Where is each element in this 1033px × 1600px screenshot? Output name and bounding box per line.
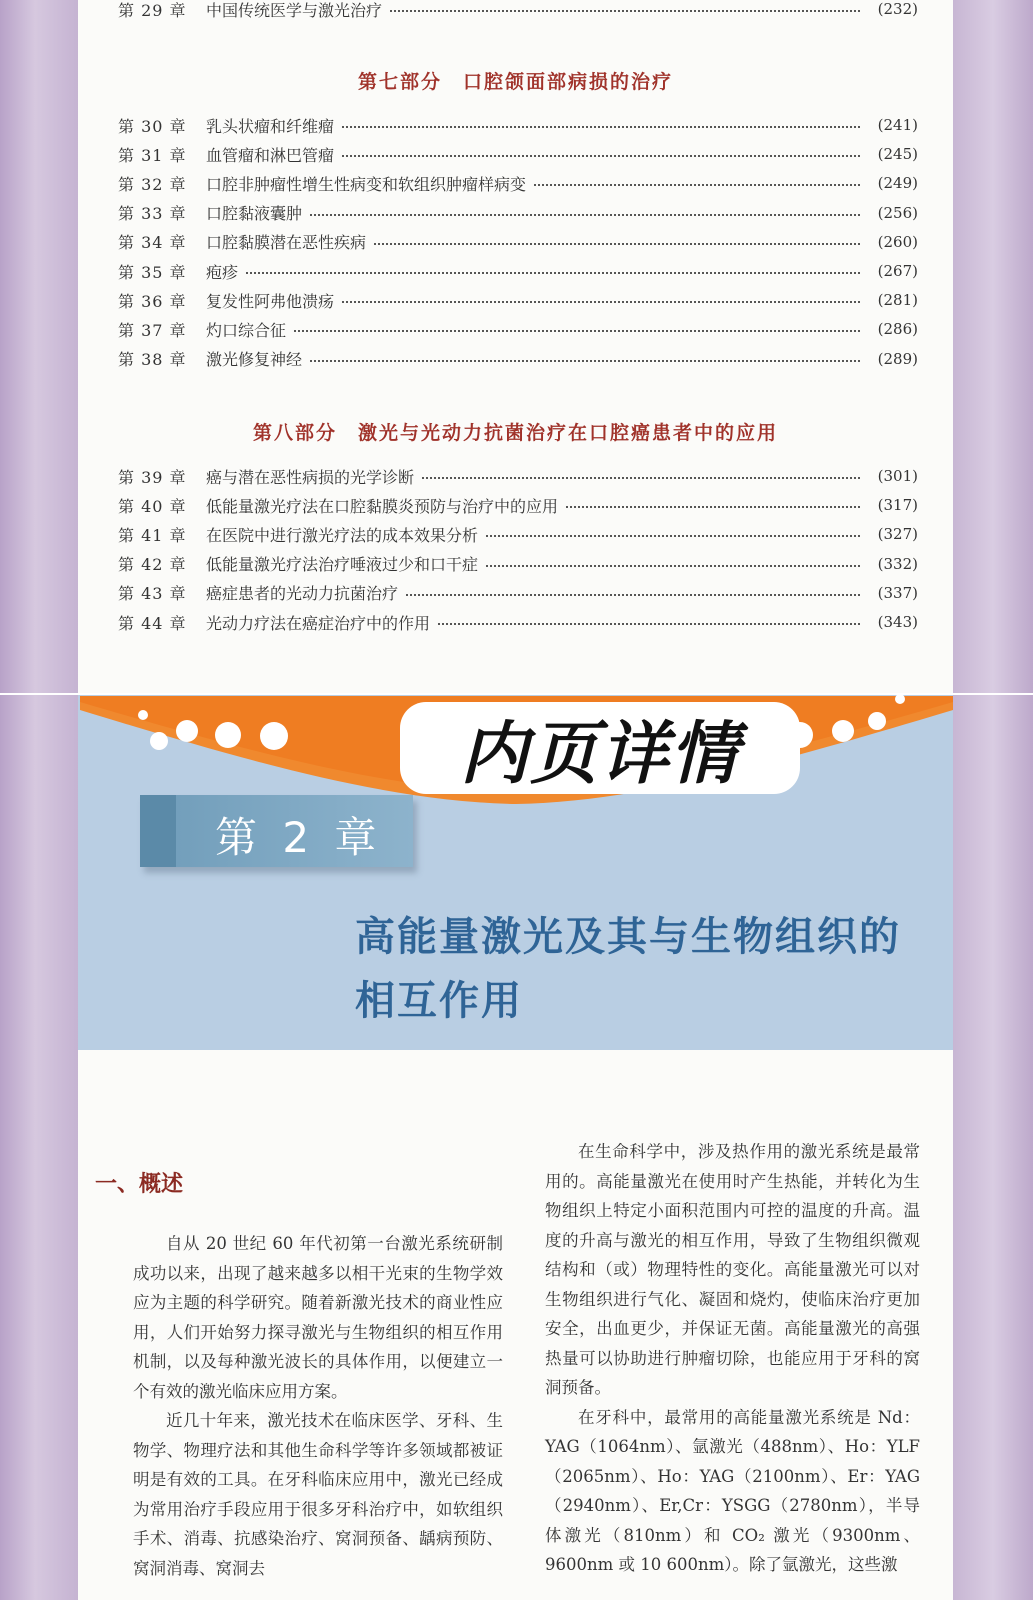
toc-page-number: (317) <box>877 496 918 515</box>
toc-page-number: (343) <box>877 613 918 631</box>
toc-chapter-title: 血管瘤和淋巴管瘤 <box>206 145 335 165</box>
toc-chapter-title: 激光修复神经 <box>206 350 303 370</box>
toc-entry <box>118 202 918 224</box>
toc-chapter-number: 第 44 章 <box>118 613 187 633</box>
toc-chapter-number: 第 40 章 <box>118 496 187 516</box>
banner-dot <box>260 722 288 750</box>
toc-leader-dots <box>374 243 860 245</box>
part-seven-heading: 第七部分 口腔颌面部病损的治疗 <box>357 71 673 93</box>
toc-chapter-title: 中国传统医学与激光治疗 <box>206 0 383 20</box>
toc-chapter-title: 在医院中进行激光疗法的成本效果分析 <box>206 525 479 545</box>
toc-entry <box>118 611 918 633</box>
toc-entry <box>118 289 918 311</box>
toc-chapter-number: 第 29 章 <box>118 0 187 20</box>
banner-dot <box>215 722 241 748</box>
banner-dot <box>150 732 168 750</box>
left-column <box>133 1229 503 1583</box>
toc-page <box>78 0 953 693</box>
toc-entry <box>118 231 918 253</box>
toc-chapter-title: 癌症患者的光动力抗菌治疗 <box>206 584 399 604</box>
toc-leader-dots <box>534 184 860 186</box>
toc-page-number: (281) <box>877 291 918 310</box>
toc-chapter-title: 癌与潜在恶性病损的光学诊断 <box>206 467 415 487</box>
banner-dot <box>832 720 854 742</box>
toc-page-number: (249) <box>877 174 918 193</box>
chapter-label-accent <box>140 795 176 867</box>
toc-page-number: (260) <box>877 232 918 251</box>
toc-chapter-number: 第 34 章 <box>118 233 187 253</box>
toc-chapter-number: 第 37 章 <box>118 320 187 340</box>
body-paragraph: 自从 20 世纪 60 年代初第一台激光系统研制成功以来，出现了越来越多以相干光束的生物学效应为主题的科学研究。随着新激光技术的商业性应用，人们开始努力探寻激光与生物组织的相互作用机制，以及每种激光波长的具体作用，以便建立一个有效的激光临床应用方案。 <box>133 1234 503 1401</box>
toc-leader-dots <box>438 623 860 625</box>
banner-title: 内页详情 <box>400 702 800 794</box>
toc-entry <box>118 318 918 340</box>
toc-chapter-number: 第 43 章 <box>118 584 187 604</box>
toc-page-number: (256) <box>877 203 918 222</box>
toc-chapter-title: 口腔黏液囊肿 <box>206 204 303 224</box>
toc-entry <box>118 260 918 282</box>
section-heading: 一、概述 <box>95 1172 184 1197</box>
body-paragraph: 近几十年来，激光技术在临床医学、牙科、生物学、物理疗法和其他生命科学等许多领域都被证明是有效的工具。在牙科临床应用中，激光已经成为常用治疗手段应用于很多牙科治疗中，如软组织手术、消毒、抗感染治疗、窝洞预备、龋病预防、窝洞消毒、窝洞去 <box>133 1411 503 1578</box>
toc-leader-dots <box>486 565 860 567</box>
toc-entry <box>118 172 918 194</box>
toc-chapter-title: 灼口综合征 <box>206 320 287 340</box>
toc-entry <box>118 143 918 165</box>
banner-dot <box>868 712 886 730</box>
toc-chapter-number: 第 35 章 <box>118 262 187 282</box>
toc-chapter-number: 第 33 章 <box>118 204 187 224</box>
right-column <box>545 1137 920 1580</box>
toc-page-number: (337) <box>877 583 918 602</box>
toc-chapter-title: 口腔非肿瘤性增生性病变和软组织肿瘤样病变 <box>206 174 527 194</box>
toc-entry <box>118 582 918 604</box>
toc-leader-dots <box>486 535 860 537</box>
toc-entry <box>118 523 918 545</box>
toc-chapter-number: 第 42 章 <box>118 555 187 575</box>
toc-chapter-number: 第 39 章 <box>118 467 187 487</box>
toc-page-number: (301) <box>877 467 918 485</box>
section-separator <box>0 693 1033 695</box>
toc-page-number: (286) <box>877 320 918 339</box>
toc-leader-dots <box>406 594 860 596</box>
toc-leader-dots <box>390 10 860 12</box>
chapter-label: 第 2 章 <box>215 813 383 862</box>
toc-entry <box>118 553 918 575</box>
toc-entry <box>118 0 918 20</box>
toc-chapter-title: 乳头状瘤和纤维瘤 <box>206 116 335 136</box>
toc-chapter-title: 复发性阿弗他溃疡 <box>206 291 335 311</box>
toc-chapter-number: 第 41 章 <box>118 525 187 545</box>
body-paragraph: 在生命科学中，涉及热作用的激光系统是最常用的。高能量激光在使用时产生热能，并转化为生物组织上特定小面积范围内可控的温度的升高。温度的升高与激光的相互作用，导致了生物组织微观结构和（或）物理特性的变化。高能量激光可以对生物组织进行气化、凝固和烧灼，使临床治疗更加安全，出血更少，并保证无菌。高能量激光的高强热量可以协助进行肿瘤切除，也能应用于牙科的窝洞预备。 <box>545 1142 920 1397</box>
toc-page-number: (267) <box>877 262 918 280</box>
toc-page-number: (327) <box>877 525 918 544</box>
toc-chapter-number: 第 36 章 <box>118 291 187 311</box>
toc-chapter-title: 疱疹 <box>206 262 239 282</box>
toc-chapter-number: 第 32 章 <box>118 174 187 194</box>
toc-chapter-number: 第 38 章 <box>118 350 187 370</box>
banner-dot <box>176 720 198 742</box>
toc-leader-dots <box>422 477 860 479</box>
banner-dot <box>138 710 148 720</box>
toc-leader-dots <box>246 272 860 274</box>
chapter-title <box>355 905 935 1033</box>
body-paragraph: 在牙科中，最常用的高能量激光系统是 Nd：YAG（1064nm）、氩激光（488nm）、Ho：YLF（2065nm）、Ho：YAG（2100nm）、Er：YAG（2940nm）、Er,Cr：YSGG（2780nm），半导体激光（810nm）和 CO₂ 激光（9300nm、9600nm 或 10 600nm）。除了氩激光，这些激 <box>545 1407 920 1574</box>
toc-leader-dots <box>342 301 860 303</box>
toc-entry <box>118 465 918 487</box>
toc-page-number: (289) <box>877 349 918 368</box>
toc-chapter-number: 第 31 章 <box>118 145 187 165</box>
chapter-title-line: 高能量激光及其与生物组织的 <box>355 913 901 960</box>
toc-chapter-title: 口腔黏膜潜在恶性疾病 <box>206 233 367 253</box>
toc-leader-dots <box>294 330 860 332</box>
toc-entry <box>118 114 918 136</box>
toc-entry <box>118 348 918 370</box>
toc-chapter-title: 光动力疗法在癌症治疗中的作用 <box>206 613 431 633</box>
toc-page-number: (332) <box>877 554 918 573</box>
toc-entry <box>118 494 918 516</box>
toc-leader-dots <box>342 126 860 128</box>
toc-chapter-number: 第 30 章 <box>118 116 187 136</box>
toc-page-number: (232) <box>877 0 918 18</box>
part-eight-heading: 第八部分 激光与光动力抗菌治疗在口腔癌患者中的应用 <box>252 422 778 444</box>
left-background-margin <box>0 0 78 1600</box>
toc-leader-dots <box>310 360 860 362</box>
toc-leader-dots <box>310 214 860 216</box>
right-background-margin <box>953 0 1033 1600</box>
chapter-title-line: 相互作用 <box>355 977 523 1024</box>
toc-page-number: (245) <box>877 145 918 164</box>
banner-dot <box>895 694 905 704</box>
toc-page-number: (241) <box>877 116 918 134</box>
toc-chapter-title: 低能量激光疗法治疗唾液过少和口干症 <box>206 555 479 575</box>
toc-leader-dots <box>566 506 860 508</box>
toc-leader-dots <box>342 155 860 157</box>
toc-chapter-title: 低能量激光疗法在口腔黏膜炎预防与治疗中的应用 <box>206 496 559 516</box>
